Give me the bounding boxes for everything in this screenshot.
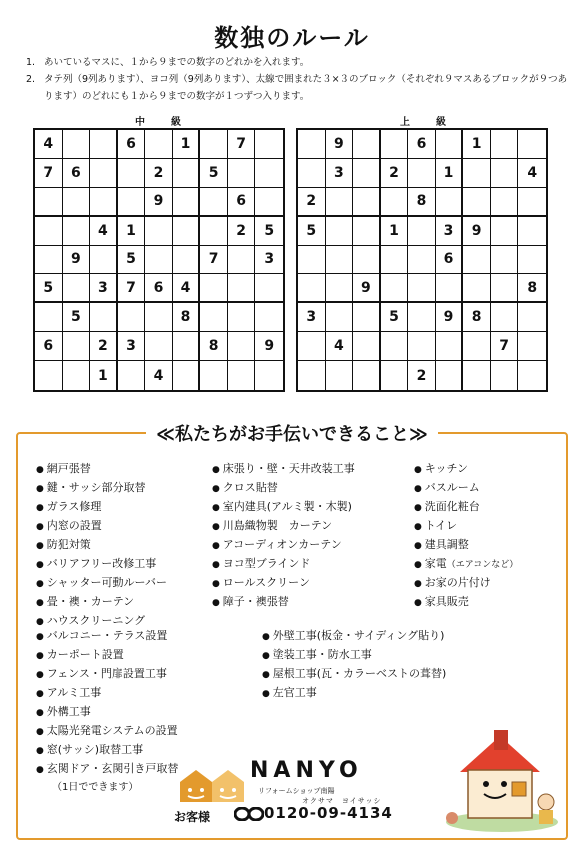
sudoku-cell: 2 — [90, 332, 118, 361]
sudoku-cell: 1 — [90, 361, 118, 390]
sudoku-grid-intermediate — [33, 128, 285, 392]
service-item: ● ロールスクリーン — [212, 574, 355, 593]
services-panel — [16, 424, 568, 840]
sudoku-cell — [326, 303, 354, 332]
sudoku-cell — [463, 274, 491, 303]
services-column-3 — [414, 460, 518, 612]
sudoku-cell: 7 — [491, 332, 519, 361]
sudoku-cell — [145, 217, 173, 246]
sudoku-cell — [63, 332, 91, 361]
service-item: ● 床張り・壁・天井改装工事 — [212, 460, 355, 479]
sudoku-cell: 6 — [145, 274, 173, 303]
service-item: ● 外構工事 — [36, 703, 178, 722]
service-item: ● 太陽光発電システムの設置 — [36, 722, 178, 741]
sudoku-cell — [255, 130, 283, 159]
sudoku-cell — [118, 361, 146, 390]
service-item: ● アコーディオンカーテン — [212, 536, 355, 555]
sudoku-cell: 4 — [90, 217, 118, 246]
sudoku-cell — [353, 246, 381, 275]
sudoku-cell: 3 — [255, 246, 283, 275]
sudoku-cell: 1 — [436, 159, 464, 188]
services-column-1 — [36, 460, 167, 631]
sudoku-cell: 8 — [408, 188, 436, 217]
sudoku-cell — [118, 303, 146, 332]
sudoku-cell: 7 — [35, 159, 63, 188]
sudoku-cell: 6 — [408, 130, 436, 159]
rule-item — [26, 54, 576, 71]
sudoku-cell — [381, 361, 409, 390]
sudoku-cell — [326, 361, 354, 390]
service-item: ● アルミ工事 — [36, 684, 178, 703]
house-mascot-icon — [442, 722, 560, 832]
rule-number: 2. — [26, 74, 36, 85]
sudoku-cell — [200, 130, 228, 159]
sudoku-cell: 1 — [173, 130, 201, 159]
sudoku-cell: 3 — [118, 332, 146, 361]
sudoku-cell — [90, 159, 118, 188]
sudoku-cell — [463, 246, 491, 275]
sudoku-cell: 2 — [228, 217, 256, 246]
sudoku-cell — [463, 332, 491, 361]
rule-number: 1. — [26, 57, 36, 68]
services-column-2 — [212, 460, 355, 612]
sudoku-cell — [491, 274, 519, 303]
sudoku-cell — [353, 130, 381, 159]
sudoku-cell — [228, 361, 256, 390]
sudoku-cell — [491, 217, 519, 246]
service-item: ● 塗装工事・防水工事 — [262, 646, 446, 665]
sudoku-cell: 3 — [298, 303, 326, 332]
sudoku-cell: 4 — [518, 159, 546, 188]
sudoku-cell — [63, 130, 91, 159]
sudoku-cell: 6 — [63, 159, 91, 188]
sudoku-cell: 5 — [200, 159, 228, 188]
service-item: ● 畳・襖・カーテン — [36, 593, 167, 612]
service-item: ● トイレ — [414, 517, 518, 536]
sudoku-cell — [90, 130, 118, 159]
sudoku-cell: 6 — [228, 188, 256, 217]
sudoku-cell — [491, 361, 519, 390]
sudoku-cell — [90, 188, 118, 217]
nanyo-logo-icon — [178, 764, 248, 804]
sudoku-cell — [518, 246, 546, 275]
sudoku-cell: 4 — [326, 332, 354, 361]
sudoku-cell — [353, 361, 381, 390]
sudoku-cell: 1 — [118, 217, 146, 246]
sudoku-cell — [173, 217, 201, 246]
sudoku-cell — [200, 361, 228, 390]
sudoku-cell — [255, 188, 283, 217]
sudoku-cell — [35, 361, 63, 390]
sudoku-cell — [200, 303, 228, 332]
brand-subtitle: リフォームショップ南陽 — [258, 787, 335, 795]
service-item: ● 内窓の設置 — [36, 517, 167, 536]
sudoku-cell — [491, 130, 519, 159]
sudoku-cell — [63, 188, 91, 217]
sudoku-cell: 9 — [436, 303, 464, 332]
sudoku-cell: 4 — [145, 361, 173, 390]
sudoku-cell: 9 — [145, 188, 173, 217]
sudoku-cell — [518, 188, 546, 217]
sudoku-cell: 3 — [90, 274, 118, 303]
sudoku-cell — [436, 361, 464, 390]
sudoku-cell — [518, 332, 546, 361]
service-item: ● 屋根工事(瓦・カラーベストの葺替) — [262, 665, 446, 684]
service-item: ● ヨコ型ブラインド — [212, 555, 355, 574]
service-item: ● 左官工事 — [262, 684, 446, 703]
sudoku-cell: 9 — [463, 217, 491, 246]
sudoku-cell: 6 — [436, 246, 464, 275]
sudoku-cell — [145, 246, 173, 275]
sudoku-cell — [381, 246, 409, 275]
sudoku-cell — [228, 246, 256, 275]
service-item: ● 室内建具(アルミ製・木製) — [212, 498, 355, 517]
sudoku-cell: 2 — [408, 361, 436, 390]
sudoku-cell: 5 — [255, 217, 283, 246]
sudoku-cell — [381, 188, 409, 217]
sudoku-cell — [463, 159, 491, 188]
service-item: ● 鍵・サッシ部分取替 — [36, 479, 167, 498]
brand-name: NANYO — [250, 758, 363, 783]
service-item: ● 玄関ドア・玄関引き戸取替 — [36, 760, 178, 779]
sudoku-cell: 8 — [173, 303, 201, 332]
service-item: ● バルコニー・テラス設置 — [36, 627, 178, 646]
puzzle-label-intermediate: 中 級 — [135, 117, 189, 128]
sudoku-cell: 1 — [381, 217, 409, 246]
sudoku-cell — [518, 217, 546, 246]
sudoku-cell — [63, 274, 91, 303]
sudoku-cell: 2 — [381, 159, 409, 188]
sudoku-cell — [381, 332, 409, 361]
service-item: ● ガラス修理 — [36, 498, 167, 517]
sudoku-cell — [436, 188, 464, 217]
sudoku-cell — [353, 332, 381, 361]
service-item: ● バリアフリー改修工事 — [36, 555, 167, 574]
service-item: ● 洗面化粧台 — [414, 498, 518, 517]
free-dial-icon — [234, 807, 264, 821]
sudoku-cell — [90, 246, 118, 275]
sudoku-cell: 8 — [518, 274, 546, 303]
sudoku-cell: 5 — [381, 303, 409, 332]
service-note: （1日でできます） — [52, 782, 139, 793]
sudoku-cell: 6 — [35, 332, 63, 361]
sudoku-cell — [228, 332, 256, 361]
sudoku-cell — [255, 303, 283, 332]
phone-reading: オクサマ ヨイサッシ — [302, 797, 382, 805]
sudoku-cell: 9 — [326, 130, 354, 159]
sudoku-cell — [353, 159, 381, 188]
sudoku-cell — [63, 361, 91, 390]
sudoku-cell — [298, 274, 326, 303]
sudoku-cell: 7 — [200, 246, 228, 275]
sudoku-cell — [326, 274, 354, 303]
sudoku-cell — [63, 217, 91, 246]
sudoku-cell — [173, 332, 201, 361]
puzzle-label-advanced: 上 級 — [400, 117, 454, 128]
sudoku-cell: 8 — [463, 303, 491, 332]
sudoku-cell — [173, 246, 201, 275]
sudoku-cell — [228, 274, 256, 303]
sudoku-cell: 5 — [118, 246, 146, 275]
sudoku-cell — [145, 303, 173, 332]
service-item: ● 障子・襖張替 — [212, 593, 355, 612]
sudoku-cell — [173, 361, 201, 390]
service-appliance-note: （エアコンなど） — [446, 560, 519, 570]
sudoku-cell — [173, 159, 201, 188]
sudoku-grid-advanced — [296, 128, 548, 392]
sudoku-cell — [298, 159, 326, 188]
sudoku-cell — [518, 361, 546, 390]
sudoku-cell — [353, 303, 381, 332]
service-item: ● カーポート設置 — [36, 646, 178, 665]
service-item: ● 川島織物製 カーテン — [212, 517, 355, 536]
sudoku-cell — [173, 188, 201, 217]
sudoku-cell — [35, 303, 63, 332]
service-item: ● バスルーム — [414, 479, 518, 498]
sudoku-cell — [145, 130, 173, 159]
sudoku-cell — [381, 130, 409, 159]
phone-number-text: 0120-09-4134 — [264, 804, 393, 822]
sudoku-cell: 4 — [173, 274, 201, 303]
sudoku-cell — [200, 188, 228, 217]
sudoku-cell — [35, 246, 63, 275]
rule-text: タテ列（9列あります）、ヨコ列（9列あります）、太線で囲まれた３×３のブロック（それぞれ９マスあるブロックが９つあります）のどれにも１から９までの数字が１つずつ入ります。 — [44, 74, 568, 102]
sudoku-cell — [491, 188, 519, 217]
service-item: ● シャッター可動ルーバー — [36, 574, 167, 593]
sudoku-cell — [90, 303, 118, 332]
sudoku-cell — [200, 274, 228, 303]
sudoku-cell — [35, 188, 63, 217]
sudoku-cell — [353, 217, 381, 246]
rule-item — [26, 71, 576, 105]
sudoku-cell: 1 — [463, 130, 491, 159]
sudoku-cell: 8 — [200, 332, 228, 361]
sudoku-cell — [491, 159, 519, 188]
service-item: ● 網戸張替 — [36, 460, 167, 479]
sudoku-cell — [255, 361, 283, 390]
sudoku-cell — [408, 217, 436, 246]
service-item: ● クロス貼替 — [212, 479, 355, 498]
service-item: ● 建具調整 — [414, 536, 518, 555]
sudoku-cell: 7 — [118, 274, 146, 303]
service-item: ● フェンス・門扉設置工事 — [36, 665, 178, 684]
service-item: ● ハウスクリーニング — [36, 612, 167, 631]
sudoku-cell: 5 — [35, 274, 63, 303]
sudoku-cell — [463, 361, 491, 390]
service-item: ● 外壁工事(板金・サイディング貼り) — [262, 627, 446, 646]
service-item: ● キッチン — [414, 460, 518, 479]
sudoku-cell — [118, 159, 146, 188]
sudoku-cell — [326, 217, 354, 246]
sudoku-cell — [200, 217, 228, 246]
rules-list — [26, 54, 576, 105]
sudoku-cell: 6 — [118, 130, 146, 159]
sudoku-cell: 5 — [63, 303, 91, 332]
sudoku-cell — [255, 274, 283, 303]
service-item: ● お家の片付け — [414, 574, 518, 593]
sudoku-cell: 9 — [255, 332, 283, 361]
sudoku-cell — [228, 303, 256, 332]
services-heading-wrap — [18, 420, 566, 446]
sudoku-cell — [118, 188, 146, 217]
service-appliance: 家電 — [424, 557, 447, 570]
sudoku-cell — [298, 130, 326, 159]
sudoku-cell — [298, 361, 326, 390]
sudoku-cell — [326, 188, 354, 217]
sudoku-cell: 9 — [63, 246, 91, 275]
sudoku-cell — [408, 246, 436, 275]
sudoku-cell — [436, 274, 464, 303]
sudoku-cell — [408, 332, 436, 361]
phone-number — [234, 804, 393, 822]
sudoku-cell: 4 — [35, 130, 63, 159]
sudoku-cell — [35, 217, 63, 246]
sudoku-cell — [326, 246, 354, 275]
sudoku-cell — [145, 332, 173, 361]
sudoku-cell — [408, 159, 436, 188]
sudoku-cell — [518, 130, 546, 159]
sudoku-cell — [491, 246, 519, 275]
service-item: ● 家具販売 — [414, 593, 518, 612]
service-item — [414, 555, 518, 574]
sudoku-cell: 3 — [436, 217, 464, 246]
services-heading: ≪私たちがお手伝いできること≫ — [146, 424, 438, 445]
sudoku-cell — [491, 303, 519, 332]
sudoku-cell: 7 — [228, 130, 256, 159]
sudoku-cell — [298, 246, 326, 275]
rule-text: あいているマスに、１から９までの数字のどれかを入れます。 — [44, 57, 310, 68]
sudoku-cell — [298, 332, 326, 361]
sudoku-cell: 9 — [353, 274, 381, 303]
sudoku-cell: 2 — [298, 188, 326, 217]
sudoku-cell — [255, 159, 283, 188]
service-item: ● 防犯対策 — [36, 536, 167, 555]
sudoku-cell: 2 — [145, 159, 173, 188]
sudoku-cell — [436, 130, 464, 159]
services-column-5 — [262, 627, 446, 703]
sudoku-cell — [408, 303, 436, 332]
sudoku-cell — [353, 188, 381, 217]
sudoku-cell — [518, 303, 546, 332]
sudoku-cell — [463, 188, 491, 217]
page-title: 数独のルール — [214, 24, 370, 52]
service-item: ● 窓(サッシ)取替工事 — [36, 741, 178, 760]
sudoku-cell — [436, 332, 464, 361]
sudoku-cell — [381, 274, 409, 303]
customer-label: お客様 — [174, 810, 211, 824]
services-column-4 — [36, 627, 178, 796]
sudoku-cell — [228, 159, 256, 188]
sudoku-cell — [408, 274, 436, 303]
sudoku-cell: 5 — [298, 217, 326, 246]
sudoku-cell: 3 — [326, 159, 354, 188]
